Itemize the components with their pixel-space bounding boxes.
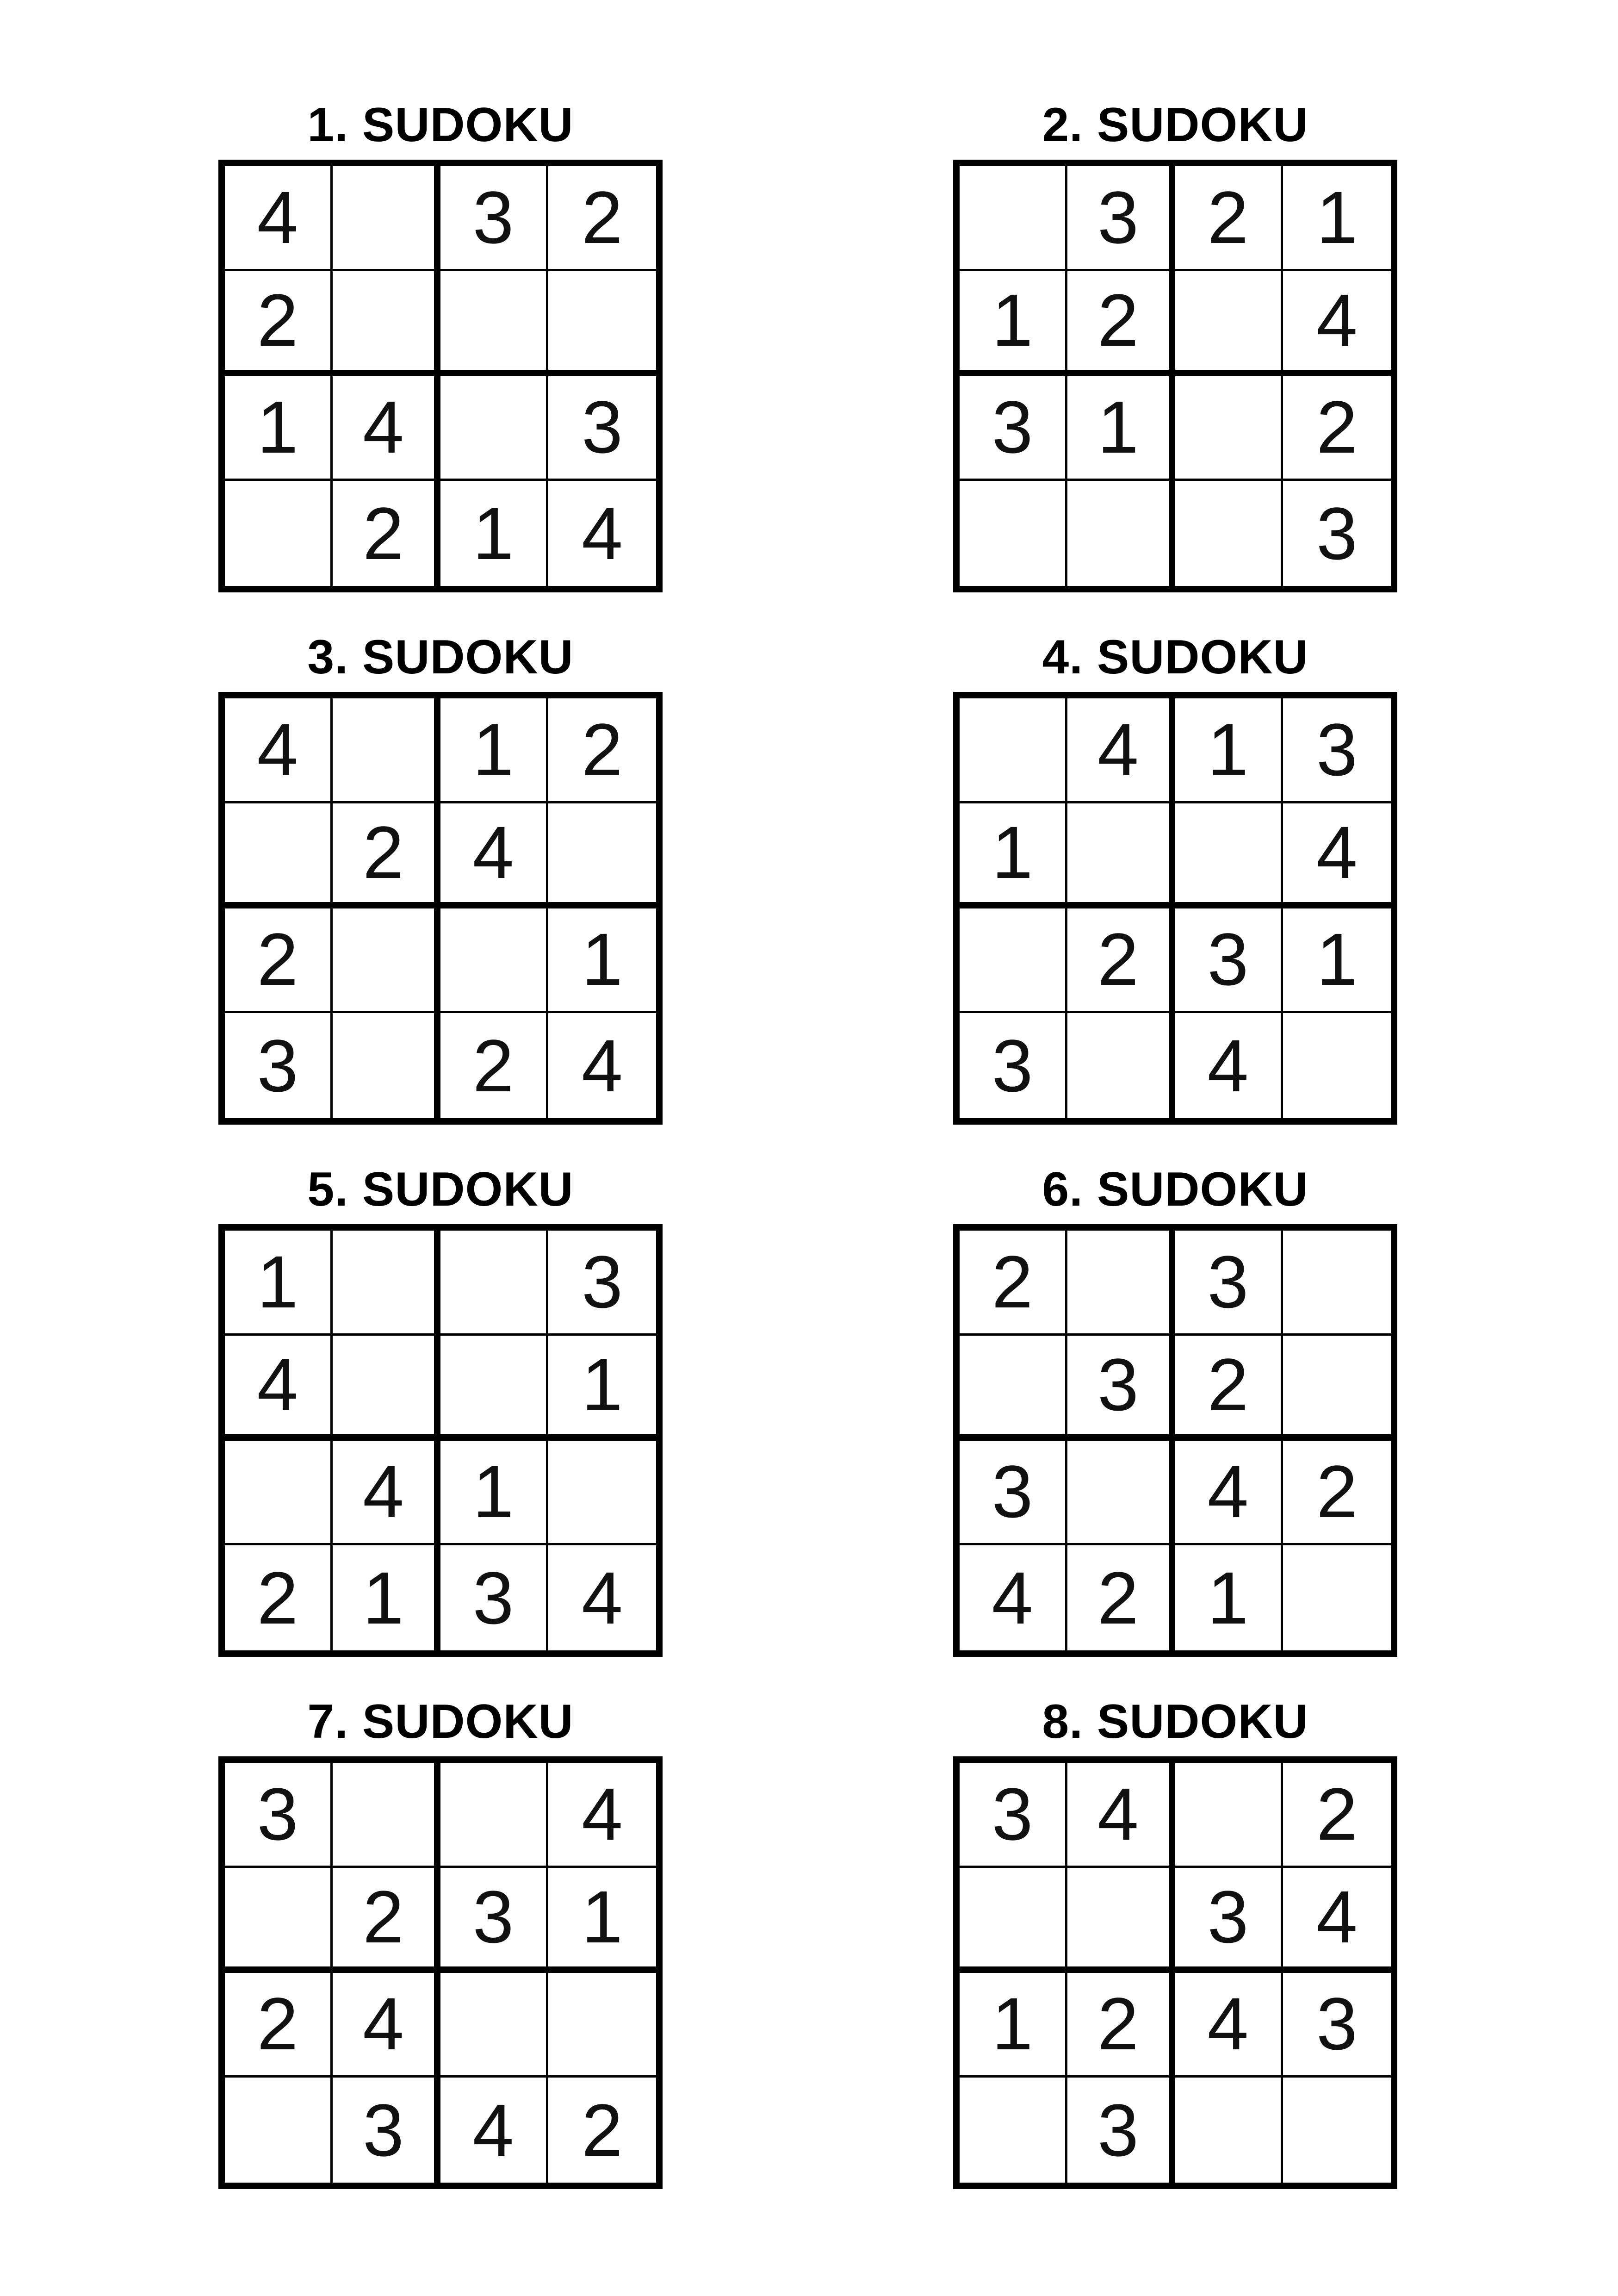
sudoku-grid — [953, 1756, 1397, 2189]
sudoku-cell-r2-c2 — [1067, 1868, 1175, 1973]
sudoku-cell-r3-c1: 3 — [960, 1441, 1067, 1546]
sudoku-cell-r4-c2: 2 — [333, 481, 440, 586]
sudoku-cell-r1-c2: 4 — [1067, 698, 1175, 803]
sudoku-cell-r1-c1 — [960, 698, 1067, 803]
sudoku-cell-r1-c3 — [1175, 1763, 1283, 1868]
sudoku-cell-r4-c2: 2 — [1067, 1545, 1175, 1650]
sudoku-cell-r2-c3: 3 — [1175, 1868, 1283, 1973]
sudoku-cell-r3-c1: 1 — [225, 376, 333, 481]
sudoku-cell-r3-c3 — [1175, 376, 1283, 481]
sudoku-cell-r2-c4: 1 — [548, 1868, 656, 1973]
puzzle-title: 1. SUDOKU — [307, 98, 574, 152]
sudoku-cell-r4-c1 — [225, 481, 333, 586]
sudoku-cell-r1-c2: 4 — [1067, 1763, 1175, 1868]
sudoku-cell-r3-c4: 2 — [1283, 1441, 1391, 1546]
sudoku-cell-r1-c3: 1 — [1175, 698, 1283, 803]
sudoku-cell-r2-c1: 2 — [225, 271, 333, 376]
sudoku-cell-r3-c4: 1 — [548, 908, 656, 1014]
sudoku-cell-r2-c1 — [960, 1868, 1067, 1973]
sudoku-cell-r3-c4: 2 — [1283, 376, 1391, 481]
sudoku-grid — [218, 692, 663, 1125]
sudoku-cell-r2-c4 — [548, 803, 656, 908]
sudoku-cell-r3-c3 — [440, 1973, 548, 2078]
sudoku-cell-r1-c4 — [1283, 1231, 1391, 1336]
sudoku-cell-r2-c2: 2 — [333, 803, 440, 908]
sudoku-cell-r1-c4: 3 — [1283, 698, 1391, 803]
sudoku-cell-r4-c1 — [960, 481, 1067, 586]
sudoku-cell-r3-c1 — [225, 1441, 333, 1546]
sudoku-cell-r2-c1: 1 — [960, 803, 1067, 908]
sudoku-cell-r1-c2 — [333, 1763, 440, 1868]
sudoku-cell-r1-c4: 1 — [1283, 166, 1391, 271]
sudoku-cell-r4-c4 — [1283, 1013, 1391, 1118]
sudoku-cell-r1-c4: 4 — [548, 1763, 656, 1868]
sudoku-cell-r2-c2 — [333, 271, 440, 376]
sudoku-cell-r1-c4: 2 — [1283, 1763, 1391, 1868]
sudoku-cell-r1-c1: 3 — [960, 1763, 1067, 1868]
sudoku-cell-r3-c4: 1 — [1283, 908, 1391, 1014]
sudoku-cell-r2-c4 — [1283, 1336, 1391, 1441]
sudoku-cell-r3-c4 — [548, 1973, 656, 2078]
sudoku-cell-r3-c3: 4 — [1175, 1441, 1283, 1546]
sudoku-cell-r3-c3 — [440, 908, 548, 1014]
sudoku-cell-r1-c2 — [333, 1231, 440, 1336]
sudoku-cell-r2-c3: 4 — [440, 803, 548, 908]
sudoku-cell-r2-c4: 4 — [1283, 803, 1391, 908]
sudoku-cell-r2-c3: 2 — [1175, 1336, 1283, 1441]
sudoku-cell-r1-c3: 2 — [1175, 166, 1283, 271]
sudoku-cell-r4-c1: 2 — [225, 1545, 333, 1650]
sudoku-cell-r1-c3: 1 — [440, 698, 548, 803]
sudoku-cell-r3-c4: 3 — [1283, 1973, 1391, 2078]
puzzle-title: 2. SUDOKU — [1042, 98, 1308, 152]
sudoku-cell-r1-c1: 3 — [225, 1763, 333, 1868]
sudoku-cell-r4-c1: 3 — [225, 1013, 333, 1118]
sudoku-cell-r2-c1: 1 — [960, 271, 1067, 376]
sudoku-cell-r4-c3: 3 — [440, 1545, 548, 1650]
sudoku-cell-r2-c2 — [1067, 803, 1175, 908]
sudoku-cell-r2-c2: 2 — [1067, 271, 1175, 376]
sudoku-cell-r3-c2: 2 — [1067, 1973, 1175, 2078]
sudoku-cell-r1-c1: 2 — [960, 1231, 1067, 1336]
puzzle-title: 3. SUDOKU — [307, 630, 574, 684]
sudoku-cell-r1-c2 — [1067, 1231, 1175, 1336]
sudoku-grid — [953, 1224, 1397, 1657]
sudoku-cell-r3-c2: 1 — [1067, 376, 1175, 481]
puzzle-title: 6. SUDOKU — [1042, 1163, 1308, 1216]
sudoku-cell-r2-c1 — [960, 1336, 1067, 1441]
sudoku-cell-r2-c3 — [440, 271, 548, 376]
sudoku-cell-r1-c3: 3 — [440, 166, 548, 271]
sudoku-cell-r4-c3: 4 — [440, 2078, 548, 2183]
sudoku-cell-r2-c1: 4 — [225, 1336, 333, 1441]
sudoku-cell-r3-c1: 1 — [960, 1973, 1067, 2078]
sudoku-cell-r4-c2 — [1067, 1013, 1175, 1118]
sudoku-cell-r3-c2: 4 — [333, 1973, 440, 2078]
sudoku-cell-r2-c4 — [548, 271, 656, 376]
sudoku-cell-r2-c4: 1 — [548, 1336, 656, 1441]
sudoku-cell-r2-c3 — [1175, 803, 1283, 908]
sudoku-cell-r3-c2: 2 — [1067, 908, 1175, 1014]
sudoku-cell-r3-c2: 4 — [333, 376, 440, 481]
sudoku-cell-r3-c3 — [440, 376, 548, 481]
sudoku-cell-r1-c1: 1 — [225, 1231, 333, 1336]
sudoku-cell-r1-c1 — [960, 166, 1067, 271]
sudoku-grid — [953, 692, 1397, 1125]
sudoku-cell-r2-c1 — [225, 1868, 333, 1973]
puzzle-title: 8. SUDOKU — [1042, 1695, 1308, 1748]
puzzle-title: 7. SUDOKU — [307, 1695, 574, 1748]
sudoku-cell-r3-c1: 2 — [225, 1973, 333, 2078]
sudoku-cell-r1-c3: 3 — [1175, 1231, 1283, 1336]
sudoku-cell-r1-c3 — [440, 1763, 548, 1868]
sudoku-cell-r4-c3 — [1175, 2078, 1283, 2183]
sudoku-cell-r4-c2 — [1067, 481, 1175, 586]
sudoku-cell-r1-c4: 2 — [548, 166, 656, 271]
sudoku-cell-r4-c4: 2 — [582, 2088, 623, 2172]
sudoku-cell-r3-c4: 3 — [548, 376, 656, 481]
sudoku-cell-r4-c3: 4 — [1175, 1013, 1283, 1118]
sudoku-cell-r4-c2 — [333, 1013, 440, 1118]
sudoku-cell-r4-c1: 4 — [960, 1545, 1067, 1650]
sudoku-cell-r4-c4 — [1283, 2078, 1391, 2183]
sudoku-cell-r2-c2: 3 — [1067, 1336, 1175, 1441]
sudoku-cell-r3-c4 — [548, 1441, 656, 1546]
sudoku-cell-r4-c1: 3 — [960, 1013, 1067, 1118]
sudoku-grid — [218, 160, 663, 592]
sudoku-cell-r3-c1: 3 — [960, 376, 1067, 481]
sudoku-cell-r1-c4: 3 — [548, 1231, 656, 1336]
sudoku-cell-r4-c2: 1 — [333, 1545, 440, 1650]
sudoku-cell-r3-c3: 3 — [1175, 908, 1283, 1014]
sudoku-grid — [218, 1756, 663, 2189]
sudoku-cell-r1-c1: 4 — [225, 698, 333, 803]
sudoku-cell-r1-c1: 4 — [225, 166, 333, 271]
sudoku-cell-r2-c3: 3 — [440, 1868, 548, 1973]
sudoku-cell-r3-c2 — [333, 908, 440, 1014]
sudoku-cell-r3-c1: 2 — [225, 908, 333, 1014]
sudoku-grid — [953, 160, 1397, 592]
sudoku-cell-r3-c3: 1 — [440, 1441, 548, 1546]
sudoku-cell-r4-c2: 3 — [1067, 2078, 1175, 2183]
puzzle-title: 5. SUDOKU — [307, 1163, 574, 1216]
sudoku-cell-r2-c4: 4 — [1283, 271, 1391, 376]
sudoku-cell-r3-c1 — [960, 908, 1067, 1014]
sudoku-cell-r3-c2: 4 — [333, 1441, 440, 1546]
sudoku-cell-r4-c4: 4 — [582, 492, 623, 575]
sudoku-cell-r1-c2 — [333, 698, 440, 803]
sudoku-cell-r4-c1 — [960, 2078, 1067, 2183]
sudoku-cell-r4-c2: 3 — [333, 2078, 440, 2183]
sudoku-cell-r1-c2 — [333, 166, 440, 271]
sudoku-cell-r4-c4 — [1283, 1545, 1391, 1650]
sudoku-cell-r4-c4: 4 — [582, 1556, 623, 1639]
sudoku-cell-r2-c3 — [440, 1336, 548, 1441]
sudoku-cell-r4-c4: 4 — [582, 1024, 623, 1107]
sudoku-cell-r2-c4: 4 — [1283, 1868, 1391, 1973]
sudoku-cell-r4-c4: 3 — [1316, 492, 1358, 575]
sudoku-cell-r4-c1 — [225, 2078, 333, 2183]
sudoku-grid — [218, 1224, 663, 1657]
sudoku-cell-r1-c2: 3 — [1067, 166, 1175, 271]
sudoku-cell-r2-c1 — [225, 803, 333, 908]
sudoku-cell-r4-c3: 2 — [440, 1013, 548, 1118]
sudoku-cell-r4-c3: 1 — [1175, 1545, 1283, 1650]
puzzle-title: 4. SUDOKU — [1042, 630, 1308, 684]
sudoku-cell-r1-c3 — [440, 1231, 548, 1336]
sudoku-cell-r3-c2 — [1067, 1441, 1175, 1546]
sudoku-cell-r3-c3: 4 — [1175, 1973, 1283, 2078]
sudoku-cell-r2-c3 — [1175, 271, 1283, 376]
sudoku-cell-r4-c3 — [1175, 481, 1283, 586]
sudoku-cell-r4-c3: 1 — [440, 481, 548, 586]
sudoku-cell-r1-c4: 2 — [548, 698, 656, 803]
sudoku-cell-r2-c2 — [333, 1336, 440, 1441]
sudoku-cell-r2-c2: 2 — [333, 1868, 440, 1973]
